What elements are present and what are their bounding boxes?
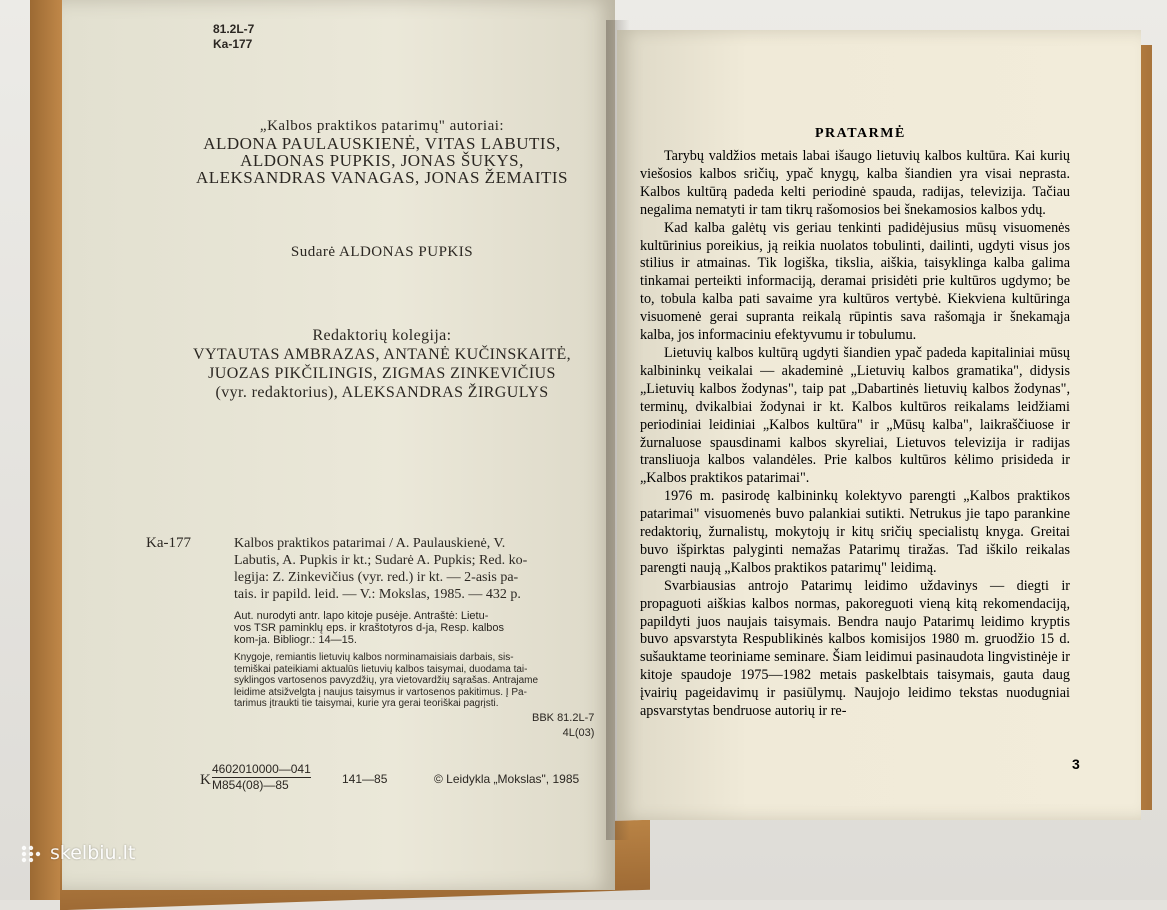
description-line: leidime atsižvelgta į naujus taisymus ir vartosenos pakitimus. Į Pa- <box>234 686 527 698</box>
catalog-line: Labutis, A. Pupkis ir kt.; Sudarė A. Pupkis; Red. ko- <box>234 553 528 568</box>
annotation-line: kom-ja. Bibliogr.: 14—15. <box>234 634 357 646</box>
description-line: syklingos vartosenos pavyzdžių, yra vietovardžių sąrašas. Antrajame <box>234 675 539 686</box>
isbn-code: 141—85 <box>342 772 388 786</box>
editorial-board <box>152 326 612 402</box>
paragraph: Kad kalba galėtų vis geriau tenkinti padidėjusius mūsų visuomenės kultūrinius poreikius, ją reikia nuolatos tobulinti, dailinti, ugdyti visus jos stilius ir atmainas. Tik logiška, tikslia, aiškia, taisyklinga kalba galima tinkamai perteikti informaciją, deramai prisidėti prie kultūros ugdymo; be to, tobula kalba pati savaime yra kultūros vertybė. Kiekvienа kultūringa visuomenė gerai supranta reikalą rūpintis sava rašomąja ir šnekamąja kalba, jos informaciniu efektyvumu ir tobulumu. <box>640 219 1070 344</box>
paragraph: 1976 m. pasirodę kalbininkų kolektyvo parengti „Kalbos praktikos patarimai" visuomenės buvo palankiai sutikti. Netrukus jie tapo parankine redaktorių, žurnalistų, mokytojų ir kitų sričių specialistų knyga. Greitai buvo išpirktas palyginti nemažas Patarimų tiražas. Tad iškilo reikalas parengti naują „Kalbos praktikos patarimų" leidimą. <box>640 488 1070 576</box>
isbn-denominator: M854(08)—85 <box>212 778 289 792</box>
page-number: 3 <box>1072 756 1080 772</box>
page-heading: PRATARMĖ <box>815 126 906 141</box>
isbn-fraction <box>212 762 311 792</box>
compiler-line: Sudarė ALDONAS PUPKIS <box>290 244 474 260</box>
authors-line: ALDONAS PUPKIS, JONAS ŠUKYS, <box>240 151 524 170</box>
annotation <box>234 610 504 646</box>
watermark <box>20 842 135 864</box>
catalog-line: Kalbos praktikos patarimai / A. Paulauskienė, V. <box>234 536 506 551</box>
description-line: tarimus įtraukti tie taisymai, kurie yra gerai teoriškai pagrįsti. <box>234 698 499 709</box>
classification-code <box>213 22 254 52</box>
catalog-code: Ka-177 <box>146 535 191 551</box>
editorial-line: JUOZAS PIKČILINGIS, ZIGMAS ZINKEVIČIUS <box>208 365 556 382</box>
paragraph: Svarbiausias antrojo Patarimų leidimo uždavinys — diegti ir propaguoti aiškias kalbos normas, pakoreguoti vieną kitą rekomendaciją, papildyti juos naujais taisymais. Bendra naujo Patarimų leidimo kryptis buvo apsvarstyta Respublikinės kalbos komisijos 1980 m. gruodžio 15 d. sušauktame teoriniame seminare. Šiam leidimui pasinaudota lingvistinėje ir kitoje spaudoje 1975—1982 metais paskelbtais taisymais, gauta daug įvairių pageidavimų ir pasiūlymų. Naujojo leidimo tekstas nuodugniai apsvarstytas bendruose autorių ir re- <box>640 577 1070 720</box>
paragraph: Lietuvių kalbos kultūrą ugdyti šiandien ypač padeda kapitaliniai mūsų kalbininkų veikalai — akademinė „Lietuvių kalbos gramatika", didysis „Lietuvių kalbos žodynas", taip pat „Dabartinės lietuvių kalbos žodynas", terminų, dvikalbiai žodynai ir kt. Kalbos kultūros reikalams leidžiami periodiniai leidiniai „Kalbos kultūra" ir „Mūsų kalba", laikraščiuose ir žurnaluose spausdinami kalbos skyreliai, Lietuvos televizija ir radijas transliuoja kalbos valandėles. Prie kalbos kultūros kėlimo prisideda ir „Kalbos praktikos patarimai". <box>640 344 1070 487</box>
annotation-line: vos TSR paminklų eps. ir kraštotyros d-ja, Resp. kalbos <box>234 622 505 634</box>
editorial-heading: Redaktorių kolegija: <box>312 327 452 344</box>
editorial-line: VYTAUTAS AMBRAZAS, ANTANĖ KUČINSKAITĖ, <box>192 346 572 363</box>
left-page <box>62 0 615 890</box>
authors-intro: „Kalbos praktikos patarimų" autoriai: <box>259 118 505 134</box>
paragraph: Tarybų valdžios metais labai išaugo lietuvių kalbos kultūra. Kai kurių viešosios kalbos sričių, ypač knygų, kalba šiandien yra visai neprasta. Kalbos kultūrą padeda kelti periodinė spauda, radijas, televizija. Tačiau negalima nematyti ir tam tikrų rašomosios bei šnekamosios kalbos ydų. <box>640 148 1070 218</box>
isbn-numerator: 4602010000—041 <box>212 762 311 776</box>
bbk-line: BBK 81.2L-7 <box>532 712 595 724</box>
catalog-line: tais. ir papild. leid. — V.: Mokslas, 1985. — 432 p. <box>234 587 521 602</box>
authors-block <box>152 118 612 186</box>
authors-line: ALDONA PAULAUSKIENĖ, VITAS LABUTIS, <box>203 134 561 153</box>
copyright: © Leidykla „Mokslas", 1985 <box>434 772 580 786</box>
description-line: temiškai pateikiami aktualūs lietuvių kalbos taisymai, duodama tai- <box>234 663 528 675</box>
watermark-text: skelbiu.lt <box>50 842 136 864</box>
description-line: Knygoje, remiantis lietuvių kalbos norminamaisiais darbais, sis- <box>234 652 514 663</box>
catalog-line: legija: Z. Zinkevičius (vyr. red.) ir kt. — 2-asis pa- <box>234 570 519 585</box>
bbk-line: 4L(03) <box>562 727 595 739</box>
book-description <box>234 652 538 710</box>
editorial-line: (vyr. redaktorius), ALEKSANDRAS ŽIRGULYS <box>215 384 549 401</box>
isbn-prefix: K <box>200 772 211 788</box>
bbk-code <box>532 712 594 739</box>
classification-code-line: 81.2L-7 <box>213 22 255 36</box>
annotation-line: Aut. nurodyti antr. lapo kitoje pusėje. Antraštė: Lietu- <box>234 610 489 622</box>
classification-code-line: Ka-177 <box>213 37 253 51</box>
watermark-logo-icon <box>20 844 46 864</box>
authors-line: ALEKSANDRAS VANAGAS, JONAS ŽEMAITIS <box>195 168 569 187</box>
catalog-entry <box>234 535 527 603</box>
preface-text <box>640 148 1070 721</box>
